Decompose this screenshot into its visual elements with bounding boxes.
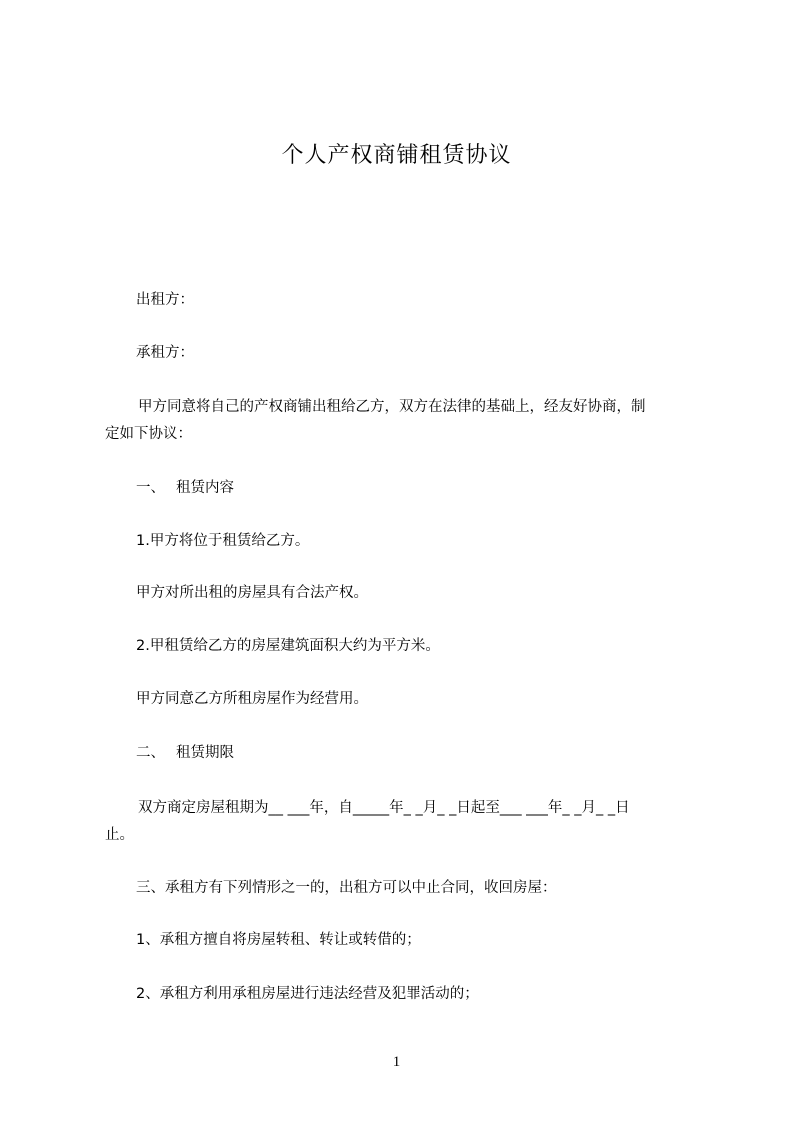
intro-paragraph-line2: 定如下协议：: [105, 426, 192, 442]
intro-paragraph-line1: 甲方同意将自己的产权商铺出租给乙方，双方在法律的基础上，经友好协商，制: [138, 399, 646, 415]
section-2-title: 租赁期限: [176, 745, 234, 761]
term-paragraph-line1: 双方商定房屋租期为__ ___年，自_____年_ _月_ _日起至___ ___年_ _月_ _日: [138, 800, 630, 816]
item-1: 1.甲方将位于租赁给乙方。: [136, 533, 310, 549]
lessor-label: 出租方：: [136, 292, 194, 308]
document-title: 个人产权商铺租赁协议: [281, 143, 512, 168]
lessee-label: 承租方：: [136, 345, 194, 361]
item-2-note: 甲方同意乙方所租房屋作为经营用。: [136, 691, 368, 707]
section-3-heading: 三、承租方有下列情形之一的，出租方可以中止合同，收回房屋：: [136, 880, 557, 896]
term-paragraph-line2: 止。: [105, 827, 134, 843]
section-2-number: 二、: [136, 745, 165, 761]
section-1-heading: [136, 475, 234, 502]
page-number: 1: [392, 1054, 401, 1070]
clause-1: 1、承租方擅自将房屋转租、转让或转借的；: [136, 932, 421, 948]
section-1-title: 租赁内容: [176, 480, 234, 496]
item-1-note: 甲方对所出租的房屋具有合法产权。: [136, 585, 368, 601]
section-2-heading: [136, 740, 234, 767]
item-2: 2.甲租赁给乙方的房屋建筑面积大约为平方米。: [136, 638, 440, 654]
section-1-number: 一、: [136, 480, 165, 496]
clause-2: 2、承租方利用承租房屋进行违法经营及犯罪活动的；: [136, 986, 479, 1002]
